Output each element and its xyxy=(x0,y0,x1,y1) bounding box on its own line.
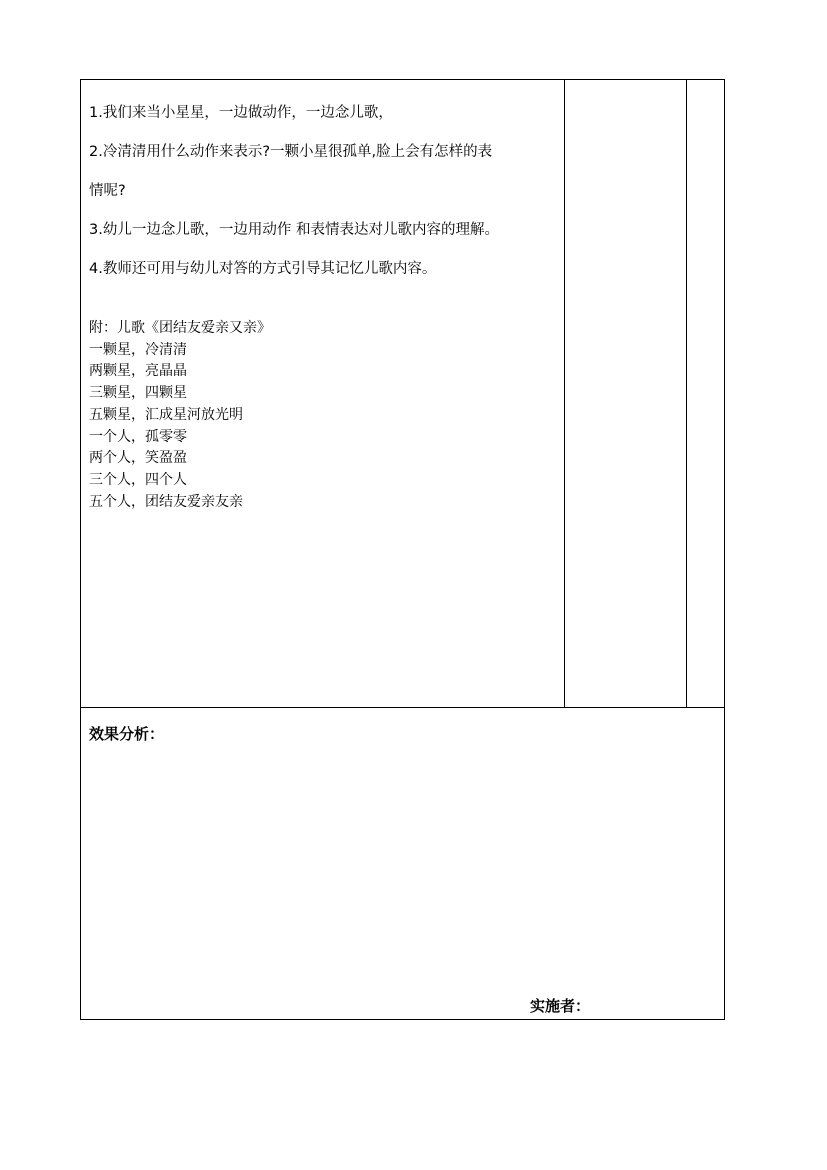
analysis-label: 效果分析： xyxy=(89,725,165,743)
step-line: 情呢? xyxy=(89,183,126,199)
lesson-table xyxy=(80,79,725,1020)
narrow-cell xyxy=(687,80,724,707)
activity-row xyxy=(81,80,724,708)
nursery-rhyme xyxy=(89,318,271,513)
song-line: 五个人，团结友爱亲友亲 xyxy=(89,493,243,510)
song-title: 附：儿歌《团结友爱亲又亲》 xyxy=(89,320,271,336)
song-line: 两颗星，亮晶晶 xyxy=(89,363,187,380)
step-line: 3.幼儿一边念儿歌，一边用动作 和表情表达对儿歌内容的理解。 xyxy=(89,222,499,238)
song-line: 两个人，笑盈盈 xyxy=(89,450,187,467)
song-line: 一颗星，冷清清 xyxy=(89,341,187,358)
activity-steps xyxy=(89,94,561,289)
step-line: 2.冷清清用什么动作来表示?一颗小星很孤单,脸上会有怎样的表 xyxy=(89,144,493,160)
implementer-label: 实施者： xyxy=(530,997,591,1015)
song-line: 五颗星，汇成星河放光明 xyxy=(89,406,243,423)
activity-content-cell xyxy=(81,80,565,707)
step-line: 1.我们来当小星星，一边做动作，一边念儿歌， xyxy=(89,105,393,121)
song-line: 一个人，孤零零 xyxy=(89,428,187,445)
song-line: 三个人，四个人 xyxy=(89,471,187,488)
song-line: 三颗星，四颗星 xyxy=(89,385,187,402)
step-line: 4.教师还可用与幼儿对答的方式引导其记忆儿歌内容。 xyxy=(89,261,437,277)
notes-cell xyxy=(565,80,687,707)
analysis-row xyxy=(81,708,724,1019)
